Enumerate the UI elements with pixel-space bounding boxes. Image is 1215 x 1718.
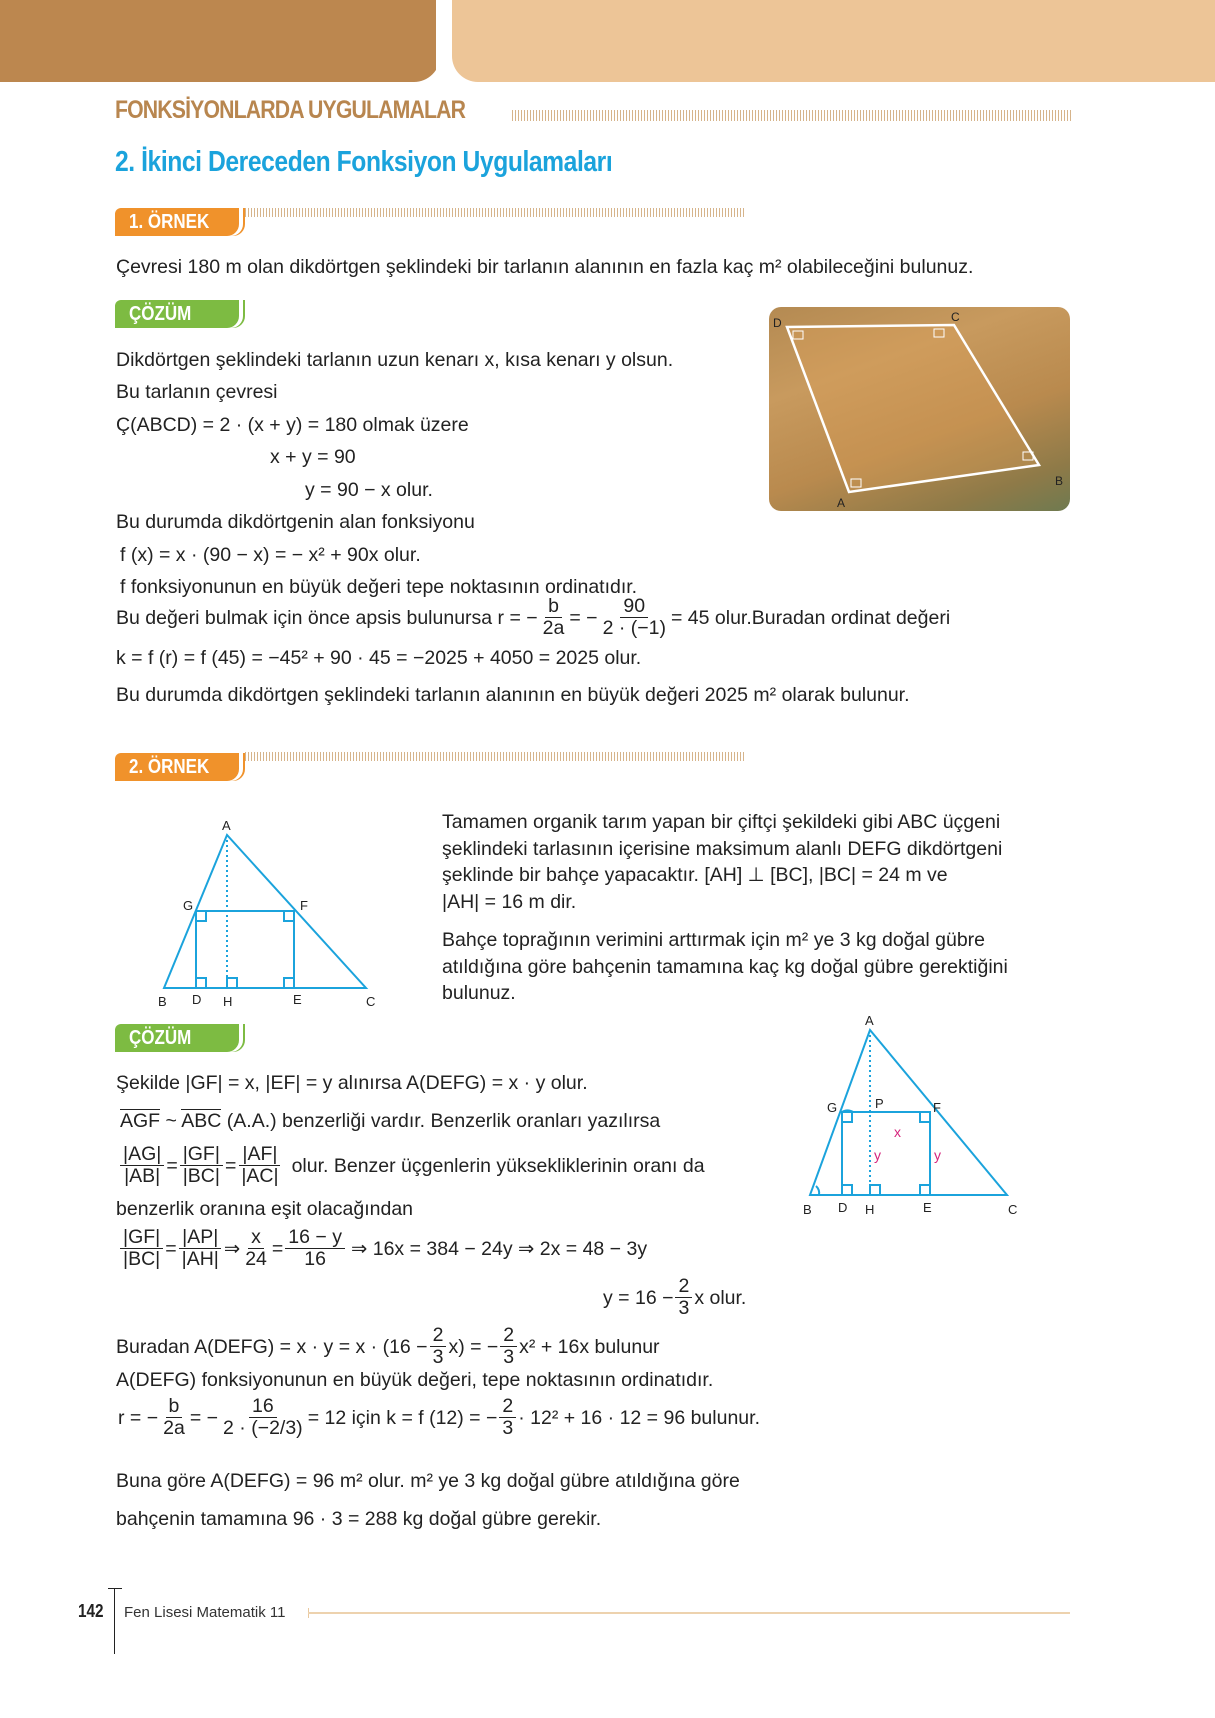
denominator: 16 <box>304 1248 326 1270</box>
fraction <box>285 1227 345 1270</box>
solution-line: f fonksiyonunun en büyük değeri tepe noktasının ordinatıdır. <box>120 576 638 598</box>
example-2-paragraph-2 <box>442 927 1008 1007</box>
solution-line: Bu durumda dikdörtgen şeklindeki tarlanın alanının en büyük değeri 2025 m² olarak bulunur. <box>116 684 910 706</box>
fraction <box>179 1227 222 1270</box>
numerator: |GF| <box>120 1227 163 1249</box>
fraction <box>120 1227 163 1270</box>
implies: ⇒ <box>223 1237 241 1260</box>
numerator: b <box>166 1396 183 1418</box>
solution-line: Bu tarlanın çevresi <box>116 381 278 403</box>
fraction <box>600 596 669 639</box>
text-line: şeklindeki tarlasının içerisine maksimum alanlı DEFG dikdörtgeni <box>442 837 1003 860</box>
fraction <box>242 1227 270 1270</box>
fraction <box>500 1325 517 1368</box>
photo-label-d: D <box>773 316 782 330</box>
denominator: 2 · (−2/3) <box>223 1417 303 1439</box>
divider-dots <box>245 208 745 217</box>
label-f: F <box>933 1100 941 1115</box>
arc-triangle-agf: AGF <box>120 1110 161 1132</box>
example-2-paragraph-1 <box>442 809 1002 915</box>
text-line: şeklinde bir bahçe yapacaktır. [AH] ⊥ [BC], |BC| = 24 m ve <box>442 864 948 886</box>
text: = 12 için k = f (12) = − <box>307 1406 498 1429</box>
text: olur. Benzer üçgenlerin yüksekliklerinin oranı da <box>291 1154 705 1177</box>
text: x² + 16x bulunur <box>519 1335 660 1358</box>
label-p: P <box>875 1096 884 1111</box>
numerator: 16 − y <box>285 1227 345 1249</box>
solution-line: x + y = 90 <box>270 446 356 468</box>
page-number: 142 <box>78 1601 104 1621</box>
numerator: 2 <box>430 1325 447 1347</box>
divider-dots <box>512 110 1072 121</box>
solution-line-proportion <box>118 1227 647 1270</box>
photo-label-b: B <box>1055 474 1064 488</box>
solution-line-area <box>116 1325 660 1368</box>
header-band-light <box>452 0 1215 82</box>
text: Bu değeri bulmak için önce apsis bulunursa r = − <box>116 606 538 629</box>
solution-line: benzerlik oranına eşit olacağından <box>116 1198 414 1220</box>
text: ~ <box>160 1110 182 1132</box>
book-title: Fen Lisesi Matematik 11 <box>124 1604 286 1621</box>
text: y = 16 − <box>603 1286 674 1309</box>
solution-1-badge: ÇÖZÜM <box>115 300 239 328</box>
denominator: 2 · (−1) <box>602 617 666 639</box>
footer-vertical-rule <box>114 1588 115 1654</box>
label-y: y <box>934 1147 941 1163</box>
solution-line: f (x) = x · (90 − x) = − x² + 90x olur. <box>120 544 421 566</box>
text: = − <box>569 606 598 629</box>
equals: = <box>165 1237 177 1260</box>
denominator: 3 <box>502 1417 514 1439</box>
fraction <box>120 1144 164 1187</box>
footer-line <box>308 1612 1070 1614</box>
fraction <box>499 1396 516 1439</box>
label-f: F <box>300 898 308 913</box>
text-line: Tamamen organik tarım yapan bir çiftçi şekildeki gibi ABC üçgeni <box>442 811 1001 833</box>
solution-line: Dikdörtgen şeklindeki tarlanın uzun kenarı x, kısa kenarı y olsun. <box>116 349 674 371</box>
solution-2-badge: ÇÖZÜM <box>115 1024 239 1052</box>
solution-line: Bu durumda dikdörtgenin alan fonksiyonu <box>116 511 475 533</box>
equals: = <box>224 1154 237 1177</box>
numerator: |AG| <box>120 1144 164 1166</box>
denominator: 24 <box>245 1248 267 1270</box>
text: r = − <box>118 1406 159 1429</box>
text: x olur. <box>694 1286 747 1309</box>
numerator: 2 <box>499 1396 516 1418</box>
solution-line: Şekilde |GF| = x, |EF| = y alınırsa A(DEFG) = x · y olur. <box>116 1072 588 1094</box>
text: = − <box>189 1406 219 1429</box>
header-band-dark <box>0 0 440 82</box>
fraction <box>180 1144 223 1187</box>
fraction <box>540 596 568 639</box>
solution-line-similarity <box>120 1109 660 1133</box>
numerator: |GF| <box>180 1144 223 1166</box>
example-2-badge: 2. ÖRNEK <box>115 753 239 781</box>
solution-line: y = 90 − x olur. <box>305 479 433 501</box>
numerator: 2 <box>500 1325 517 1347</box>
solution-line: Buna göre A(DEFG) = 96 m² olur. m² ye 3 kg doğal gübre atıldığına göre <box>116 1470 740 1492</box>
label-e: E <box>293 992 302 1007</box>
solution-line-y <box>603 1276 746 1319</box>
label-b: B <box>158 994 167 1009</box>
fraction <box>675 1276 692 1319</box>
label-x: x <box>894 1124 901 1140</box>
field-rectangle-overlay <box>769 307 1070 511</box>
numerator: 16 <box>249 1396 277 1418</box>
text: (A.A.) benzerliği vardır. Benzerlik oranları yazılırsa <box>221 1110 661 1132</box>
text: = 45 olur.Buradan ordinat değeri <box>670 606 951 629</box>
numerator: 2 <box>675 1276 692 1298</box>
section-title: FONKSİYONLARDA UYGULAMALAR <box>115 96 466 124</box>
fraction <box>430 1325 447 1368</box>
triangle-figure-2 <box>795 1010 1035 1225</box>
label-y: y <box>874 1147 881 1163</box>
divider-dots <box>245 752 745 761</box>
label-d: D <box>838 1200 848 1215</box>
denominator: 2a <box>163 1417 185 1439</box>
text: ⇒ 16x = 384 − 24y ⇒ 2x = 48 − 3y <box>350 1237 648 1260</box>
label-c: C <box>1008 1202 1018 1217</box>
solution-line-vertex <box>118 1396 760 1439</box>
numerator: |AF| <box>239 1144 280 1166</box>
equals: = <box>166 1154 178 1177</box>
numerator: x <box>248 1227 264 1249</box>
solution-line: A(DEFG) fonksiyonunun en büyük değeri, tepe noktasının ordinatıdır. <box>116 1369 714 1391</box>
solution-line-ratios <box>118 1144 705 1187</box>
footer-tick <box>108 1588 122 1589</box>
text: · 12² + 16 · 12 = 96 bulunur. <box>518 1406 760 1429</box>
label-h: H <box>223 994 233 1009</box>
label-g: G <box>827 1100 838 1115</box>
solution-line: k = f (r) = f (45) = −45² + 90 · 45 = −2025 + 4050 = 2025 olur. <box>116 647 642 669</box>
solution-line-apsis <box>116 596 950 639</box>
solution-line: Ç(ABCD) = 2 · (x + y) = 180 olmak üzere <box>116 414 469 436</box>
fraction <box>238 1144 281 1187</box>
denominator: |AH| <box>181 1248 219 1270</box>
text-line: |AH| = 16 m dir. <box>442 890 577 913</box>
text-line: atıldığına göre bahçenin tamamına kaç kg doğal gübre gerektiğini <box>442 955 1008 978</box>
denominator: |AC| <box>241 1165 279 1187</box>
fraction <box>160 1396 188 1439</box>
label-d: D <box>192 992 202 1007</box>
text: Buradan A(DEFG) = x · y = x · (16 − <box>116 1335 428 1358</box>
numerator: 90 <box>620 596 648 618</box>
text-line: Bahçe toprağının verimini arttırmak için m² ye 3 kg doğal gübre <box>442 929 986 951</box>
denominator: 3 <box>503 1346 515 1368</box>
photo-label-a: A <box>837 496 846 510</box>
example-1-badge: 1. ÖRNEK <box>115 208 239 236</box>
page-title: 2. İkinci Dereceden Fonksiyon Uygulamaları <box>115 146 613 178</box>
label-g: G <box>183 898 194 913</box>
denominator: 3 <box>678 1297 690 1319</box>
fraction <box>220 1396 306 1439</box>
denominator: 2a <box>542 617 565 639</box>
numerator: b <box>545 596 562 618</box>
denominator: |BC| <box>182 1165 220 1187</box>
field-photo <box>769 307 1070 511</box>
label-h: H <box>865 1202 875 1217</box>
denominator: |BC| <box>123 1248 161 1270</box>
label-c: C <box>366 994 376 1009</box>
label-a: A <box>865 1013 874 1028</box>
denominator: 3 <box>432 1346 444 1368</box>
numerator: |AP| <box>179 1227 221 1249</box>
arc-triangle-abc: ABC <box>181 1110 222 1132</box>
label-a: A <box>222 818 231 833</box>
example-1-question: Çevresi 180 m olan dikdörtgen şeklindeki bir tarlanın alanının en fazla kaç m² olabileceğini bulunuz. <box>116 256 974 278</box>
text: x) = − <box>448 1335 499 1358</box>
triangle-figure-1 <box>150 810 390 1015</box>
denominator: |AB| <box>124 1165 161 1187</box>
text-line: bulunuz. <box>442 982 516 1004</box>
equals: = <box>271 1237 284 1260</box>
label-b: B <box>803 1202 812 1217</box>
label-e: E <box>923 1200 932 1215</box>
photo-label-c: C <box>951 310 960 324</box>
solution-line: bahçenin tamamına 96 · 3 = 288 kg doğal gübre gerekir. <box>116 1508 602 1530</box>
